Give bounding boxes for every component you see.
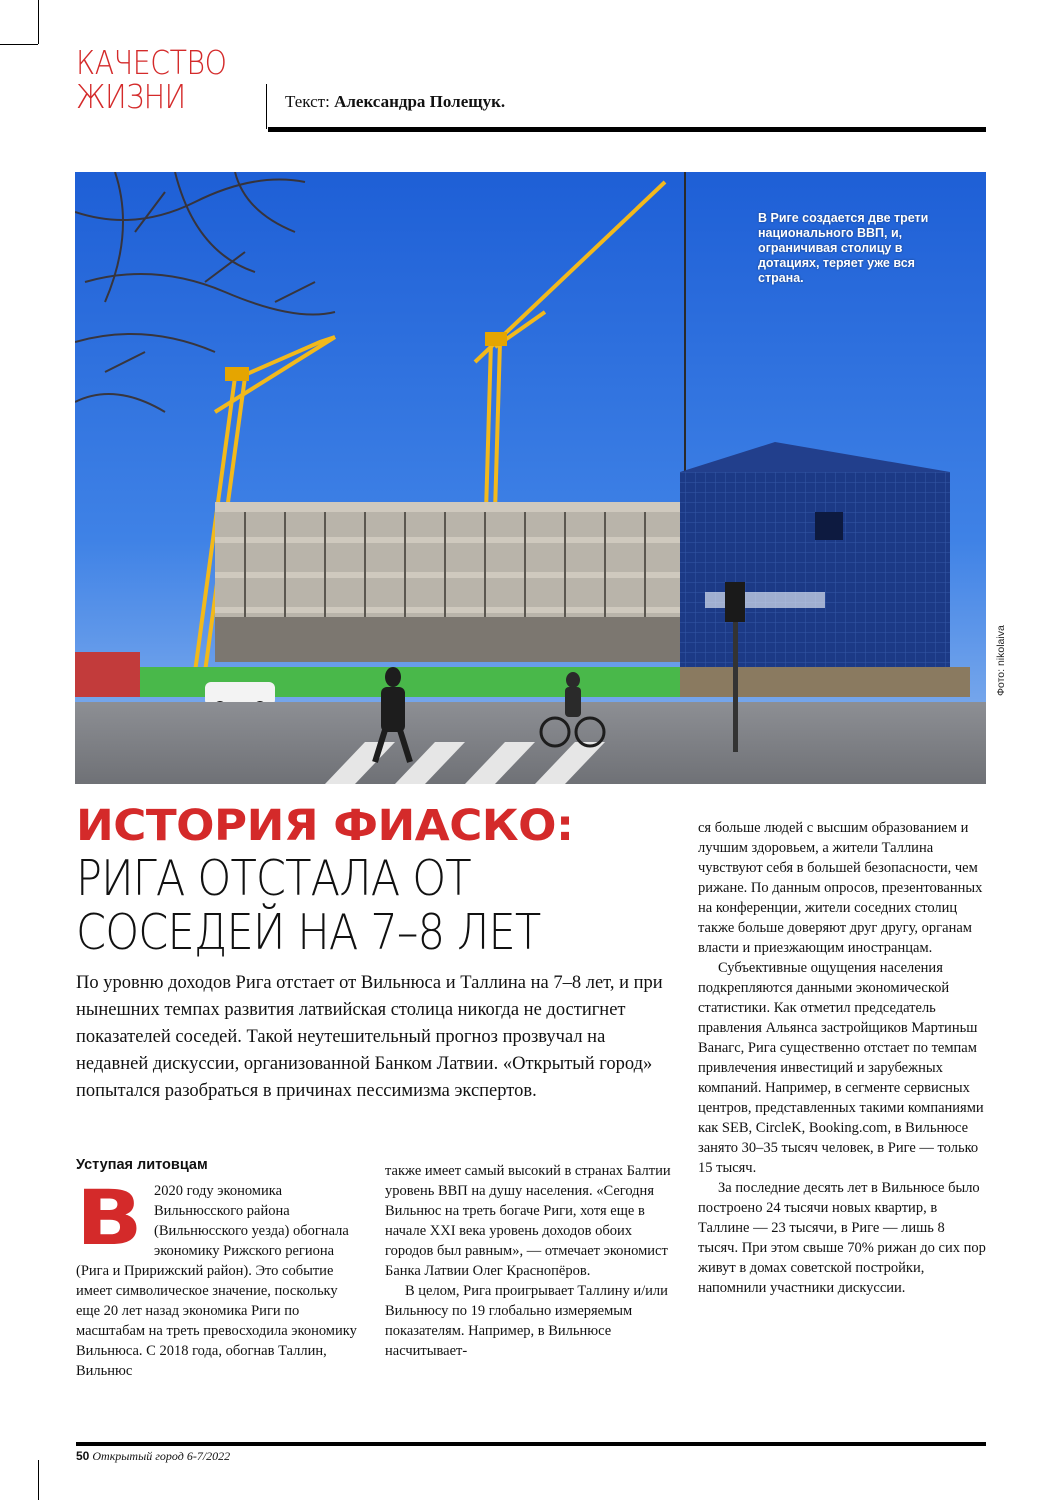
body-column-1 (76, 1173, 364, 1381)
concrete-building (215, 502, 695, 662)
drop-cap: В (76, 1173, 143, 1262)
article-lead: По уровню доходов Рига отстает от Вильнюса и Таллина на 7–8 лет, и при нынешних темпах развития латвийская столица никогда не достигнет показателей соседей. Такой неутешительный прогноз прозвучал на недавней дискуссии, организованной Банком Латвии. «Открытый город» попытался разобраться в причинах пессимизма экспертов. (76, 973, 663, 1101)
crane-cabin-2 (485, 332, 507, 346)
byline-author: Александра Полещук. (334, 92, 506, 111)
magazine-issue: Открытый город 6-7/2022 (92, 1449, 231, 1463)
glass-building (680, 442, 950, 667)
article-headline (76, 800, 696, 960)
bottom-rule (76, 1442, 986, 1446)
body-column-3 (698, 818, 988, 1298)
section-rubric-line2: ЖИЗНИ (76, 77, 186, 116)
body-paragraph: ся больше людей с высшим образованием и лучшим здоровьем, а жители Таллина чувствуют себя в большей безопасности, чем рижане. По данным опросов, презентованных на конференции, жители соседних столиц также больше доверяют друг другу, органам власти и приезжающим иностранцам. (698, 820, 983, 956)
section-rubric-line1: КАЧЕСТВО (76, 43, 227, 82)
photo-caption: В Риге создается две трети национального ВВП, и, ограничивая столицу в дотациях, теряет уже вся страна. (758, 211, 929, 285)
crop-mark-left (0, 44, 38, 45)
body-paragraph: В целом, Рига проигрывает Таллину и/или Вильнюсу по 19 глобально измеряемым показателям. Например, в Вильнюсе насчитывает- (385, 1283, 668, 1359)
page-number: 50 (76, 1449, 90, 1463)
headline-red: ИСТОРИЯ ФИАСКО: (76, 801, 574, 851)
crop-mark-top (38, 0, 39, 44)
body-column-2 (385, 1161, 675, 1361)
body-paragraph: За последние десять лет в Вильнюсе было построено 24 тысячи новых квартир, в Таллине — 23 тысячи, в Риге — лишь 8 тысяч. При этом свыше 70% рижан до сих пор живут в домах советской постройки, напомнили участники дискуссии. (698, 1180, 986, 1296)
byline (285, 92, 505, 112)
crane-cabin-1 (225, 367, 249, 381)
subheading: Уступая литовцам (76, 1157, 208, 1173)
body-paragraph: также имеет самый высокий в странах Балтии уровень ВВП на душу населения. «Сегодня Вильнюс на треть богаче Риги, хотя еще в начале XXI века уровень доходов обоих городов был равным», — отмечает экономист Банка Латвии Олег Краснопёров. (385, 1163, 671, 1279)
headline-line-1: РИГА ОТСТАЛА ОТ (76, 850, 471, 907)
byline-label: Текст: (285, 92, 330, 111)
photo-credit: Фото: nikolaiva (995, 625, 1007, 696)
crop-mark-bottom (38, 1460, 39, 1500)
top-rule (268, 127, 986, 132)
rubric-divider (266, 84, 267, 129)
body-paragraph: Субъективные ощущения населения подкрепляются данными экономической статистики. Как отметил председатель правления Альянса застройщиков Мартиньш Ванагс, Рига существенно отстает по темпам привлечения инвестиций и зарубежных компаний. Например, в сегменте сервисных центров, представленных такими компаниями как SEB, CircleK, Booking.com, в Вильнюсе занято 30–35 тысяч человек, в Риге — только 15 тысяч. (698, 960, 984, 1176)
page-footer (76, 1449, 230, 1464)
headline-line-2: СОСЕДЕЙ НА 7–8 ЛЕТ (76, 904, 541, 961)
section-rubric (76, 43, 256, 116)
body-paragraph: 2020 году экономика Вильнюсского района (Вильнюсского уезда) обогнала экономику Рижского региона (Рига и Пририжский район). Это событие имеет символическое значение, поскольку еще 20 лет назад экономика Риги по масштабам на треть превосходила экономику Вильнюса. С 2018 года, обогнав Таллин, Вильнюс (76, 1183, 357, 1379)
